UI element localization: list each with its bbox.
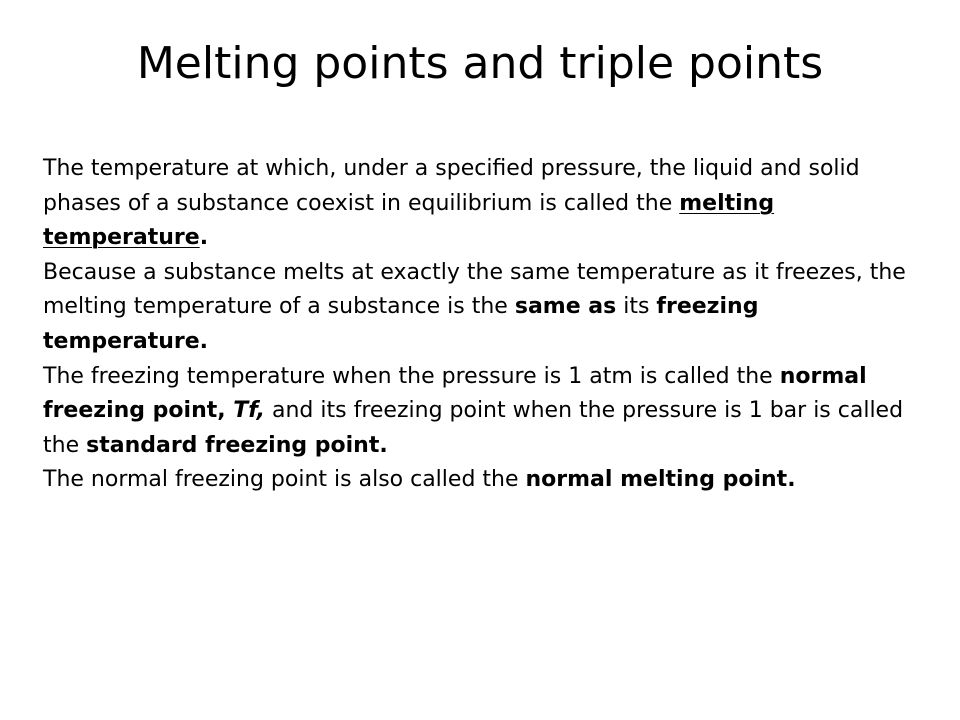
term-standard-freezing-point: standard freezing point. — [86, 432, 388, 458]
paragraph-normal-freezing-point — [43, 360, 923, 464]
paragraph-same-as-freezing — [43, 256, 923, 360]
term-tf: Tf, — [233, 398, 266, 424]
term-normal-freezing-point: normal freezing point, — [43, 363, 867, 424]
text-run: The normal freezing point is also called the — [43, 467, 526, 493]
term-melting-temperature: melting temperature — [43, 190, 775, 251]
paragraph-normal-melting-point — [43, 463, 923, 498]
text-run: The freezing temperature when the pressure is 1 atm is called the — [43, 363, 780, 389]
term-freezing-temperature: freezing temperature. — [43, 294, 759, 354]
term-same-as: same as — [514, 294, 617, 320]
slide-body — [43, 152, 923, 498]
text-run: its — [616, 294, 657, 320]
text-run: The temperature at which, under a specified pressure, the liquid and solid phases of a substance coexist in equilibrium is called the — [43, 156, 860, 216]
text-run: Because a substance melts at exactly the same temperature as it freezes, the melting temperature of a substance is the — [43, 259, 906, 320]
paragraph-melting-temperature — [43, 152, 923, 256]
term-normal-melting-point: normal melting point. — [525, 467, 796, 493]
text-run: . — [199, 225, 209, 251]
slide-title: Melting points and triple points — [136, 38, 824, 89]
text-run: and its freezing point when the pressure is 1 bar is called the — [43, 398, 904, 458]
